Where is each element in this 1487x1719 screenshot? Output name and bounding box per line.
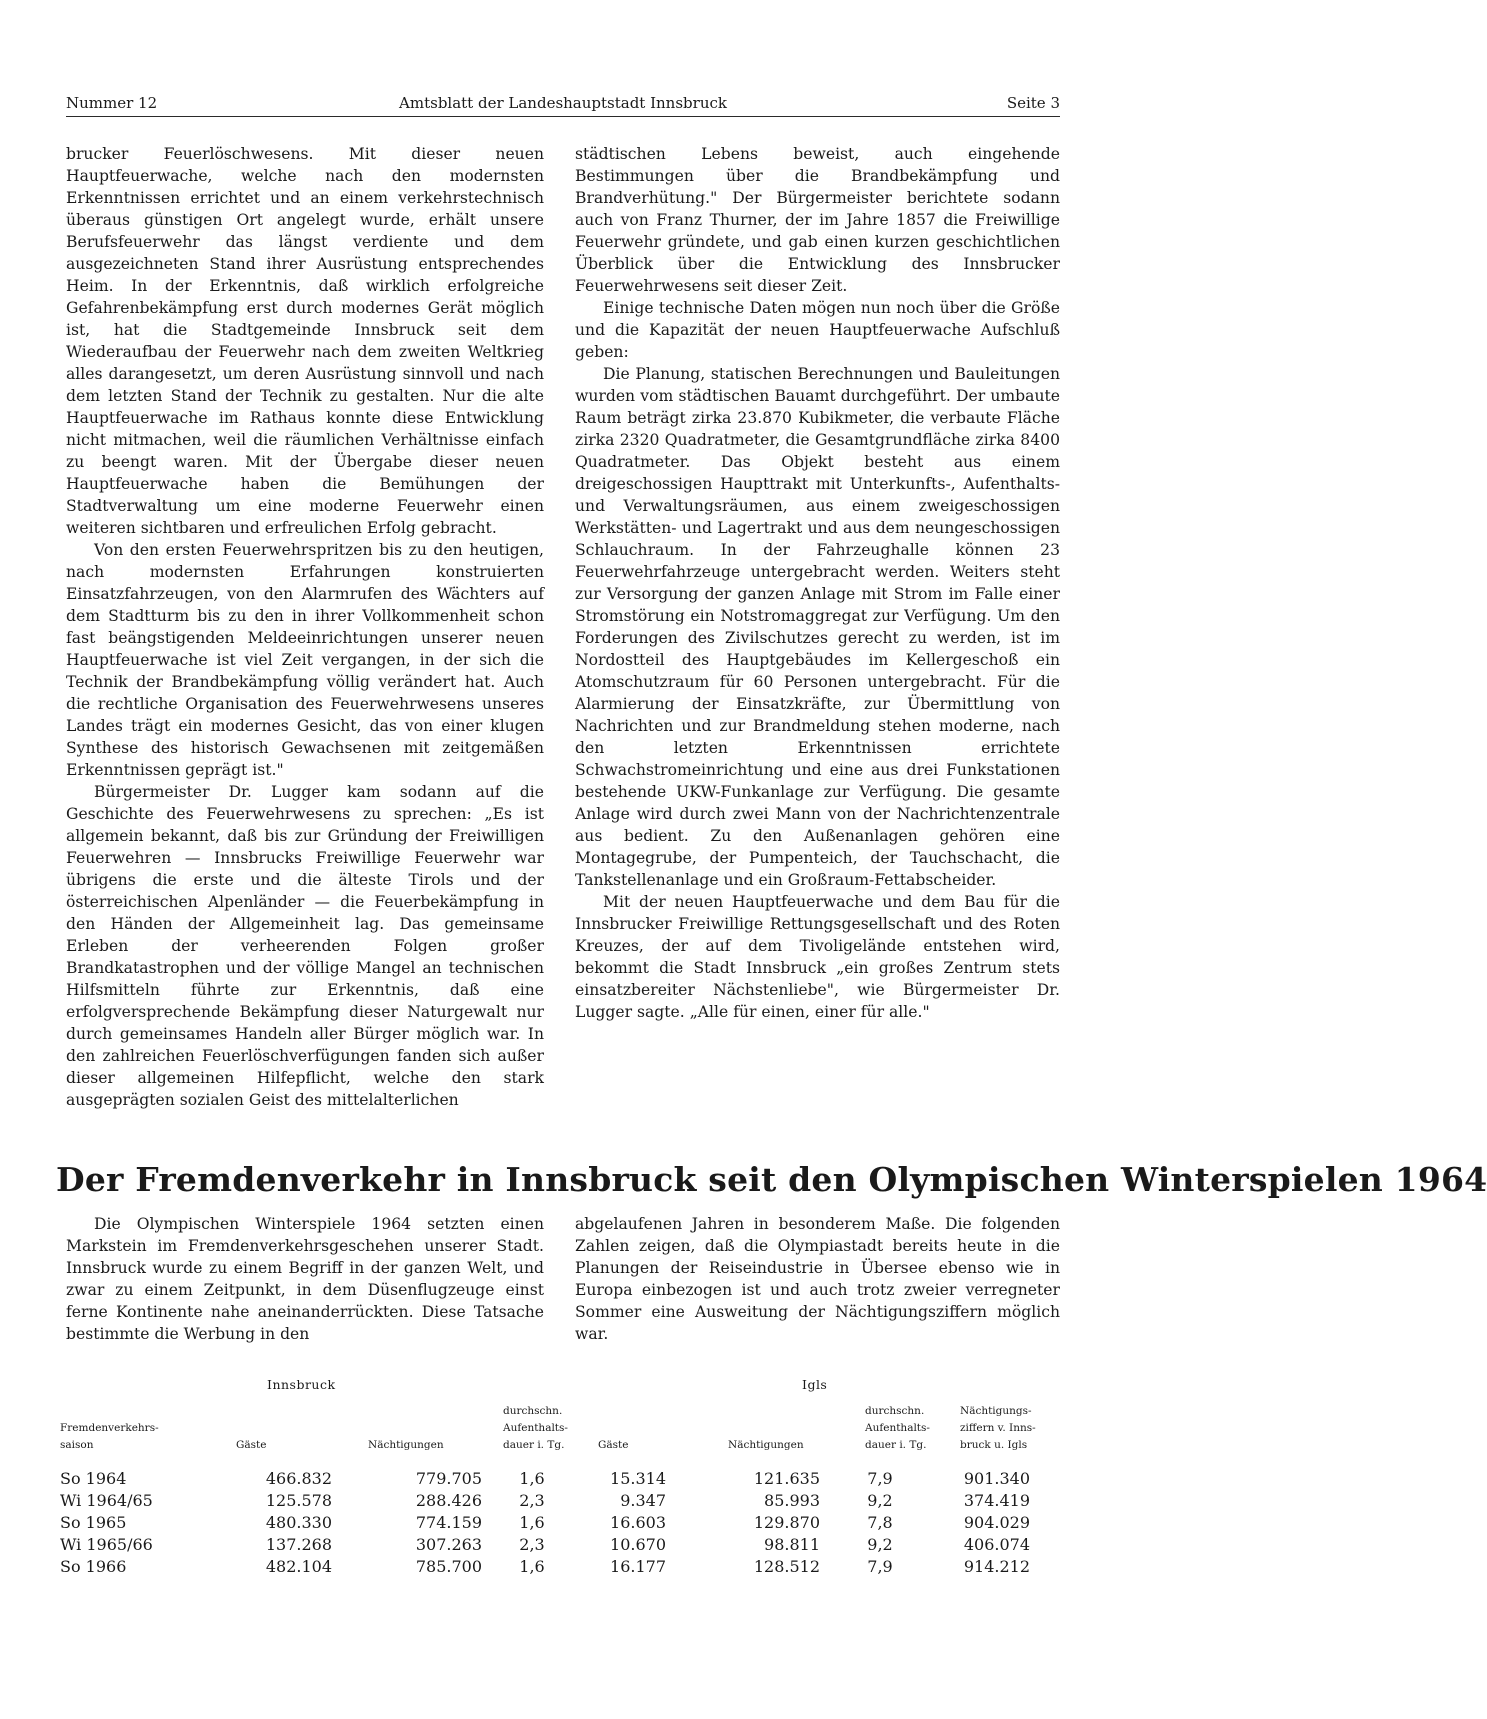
table-cell: 15.314: [610, 1469, 666, 1488]
paragraph: brucker Feuerlöschwesens. Mit dieser neuen Hauptfeuerwache, welche nach den modernsten Erkenntnissen errichtet und an einem verkehrstechnisch überaus günstigen Ort angelegt wurde, erhält unsere Berufsfeuerwehr das längst verdiente und dem ausgezeichneten Stand ihrer Ausrüstung entsprechendes Heim. In der Erkenntnis, daß wirklich erfolgreiche Gefahrenbekämpfung erst durch modernes Gerät möglich ist, hat die Stadtgemeinde Innsbruck seit dem Wiederaufbau der Feuerwehr nach dem zweiten Weltkrieg alles darangesetzt, um deren Ausrüstung sinnvoll und nach dem letzten Stand der Technik zu gestalten. Nur die alte Hauptfeuerwache im Rathaus konnte diese Entwicklung nicht mitmachen, weil die räumlichen Verhältnisse einfach zu beengt waren. Mit der Übergabe dieser neuen Hauptfeuerwache haben die Bemühungen der Stadtverwaltung um eine moderne Feuerwehr einen weiteren sichtbaren und erfreulichen Erfolg gebracht.: [66, 145, 544, 537]
table-cell: So 1964: [60, 1469, 127, 1488]
table-cell: 466.832: [265, 1469, 332, 1488]
column-header-stay: durchschn. Aufenthalts- dauer i. Tg.: [503, 1405, 568, 1451]
statistics-table: [60, 1377, 1065, 1577]
table-cell: 1,6: [519, 1513, 545, 1532]
column-header-stay-igls: durchschn. Aufenthalts- dauer i. Tg.: [865, 1405, 930, 1451]
table-row: [60, 1557, 1065, 1581]
table-row: [60, 1513, 1065, 1537]
column-header-nights: Nächtigungen: [368, 1439, 444, 1451]
paragraph: Mit der neuen Hauptfeuerwache und dem Bau für die Innsbrucker Freiwillige Rettungsgesellschaft und des Roten Kreuzes, der auf dem Tivoligelände entstehen wird, bekommt die Stadt Innsbruck „ein großes Zentrum stets einsatzbereiter Nächstenliebe", wie Bürgermeister Dr. Lugger sagte. „Alle für einen, einer für alle.": [575, 893, 1060, 1021]
issue-number: Nummer 12: [66, 94, 158, 112]
paragraph: Die Olympischen Winterspiele 1964 setzten einen Markstein im Fremdenverkehrsgeschehen unserer Stadt. Innsbruck wurde zu einem Begriff in der ganzen Welt, und zwar zu einem Zeitpunkt, in dem Düsenflugzeuge einst ferne Kontinente nahe aneinanderrückten. Diese Tatsache bestimmte die Werbung in den: [66, 1215, 544, 1343]
paragraph: Bürgermeister Dr. Lugger kam sodann auf die Geschichte des Feuerwehrwesens zu sprechen: „Es ist allgemein bekannt, daß bis zur Gründung der Freiwilligen Feuerwehren — Innsbrucks Freiwillige Feuerwehr war übrigens die erste und die älteste Tirols und der österreichischen Alpenländer — die Feuerbekämpfung in den Händen der Allgemeinheit lag. Das gemeinsame Erleben der verheerenden Folgen großer Brandkatastrophen und der völlige Mangel an technischen Hilfsmitteln führte zur Erkenntnis, daß eine erfolgversprechende Bekämpfung dieser Naturgewalt nur durch gemeinsames Handeln aller Bürger möglich war. In den zahlreichen Feuerlöschverfügungen fanden sich außer dieser allgemeinen Hilfepflicht, welche den stark ausgeprägten sozialen Geist des mittelalterlichen: [66, 783, 544, 1109]
table-cell: 1,6: [519, 1469, 545, 1488]
column-header-nights-igls: Nächtigungen: [728, 1439, 804, 1451]
table-cell: 774.159: [415, 1513, 482, 1532]
table-row: [60, 1535, 1065, 1559]
table-cell: 482.104: [265, 1557, 332, 1576]
table-cell: 406.074: [963, 1535, 1030, 1554]
table-cell: 914.212: [963, 1557, 1030, 1576]
intro-column-right: [575, 1213, 1060, 1345]
table-cell: 129.870: [753, 1513, 820, 1532]
column-header-guests: Gäste: [236, 1439, 267, 1451]
table-cell: 785.700: [415, 1557, 482, 1576]
intro-column-left: [66, 1213, 544, 1345]
table-cell: 10.670: [610, 1535, 666, 1554]
paragraph: abgelaufenen Jahren in besonderem Maße. Die folgenden Zahlen zeigen, daß die Olympiastadt bereits heute in die Planungen der Reiseindustrie in Übersee ebenso wie in Europa einbezogen ist und auch trotz zweier verregneter Sommer eine Ausweitung der Nächtigungsziffern möglich war.: [575, 1215, 1060, 1343]
table-cell: 128.512: [753, 1557, 820, 1576]
table-cell: 7,9: [867, 1557, 893, 1576]
table-cell: 121.635: [753, 1469, 820, 1488]
table-cell: 7,9: [867, 1469, 893, 1488]
table-row: [60, 1469, 1065, 1493]
table-cell: So 1965: [60, 1513, 127, 1532]
table-cell: 1,6: [519, 1557, 545, 1576]
table-cell: 9.347: [620, 1491, 666, 1510]
table-cell: 9,2: [867, 1535, 893, 1554]
table-cell: 98.811: [764, 1535, 820, 1554]
table-row: [60, 1491, 1065, 1515]
table-cell: 85.993: [764, 1491, 820, 1510]
paragraph: städtischen Lebens beweist, auch eingehende Bestimmungen über die Brandbekämpfung und Brandverhütung." Der Bürgermeister berichtete sodann auch von Franz Thurner, der im Jahre 1857 die Freiwillige Feuerwehr gründete, und gab einen kurzen geschichtlichen Überblick über die Entwicklung des Innsbrucker Feuerwehrwesens seit dieser Zeit.: [575, 145, 1060, 295]
table-cell: 904.029: [963, 1513, 1030, 1532]
group-header-innsbruck: Innsbruck: [267, 1377, 336, 1392]
column-header-guests-igls: Gäste: [598, 1439, 629, 1451]
table-cell: 288.426: [415, 1491, 482, 1510]
table-cell: 901.340: [963, 1469, 1030, 1488]
article-title: Der Fremdenverkehr in Innsbruck seit den Olympischen Winterspielen 1964: [56, 1160, 1487, 1199]
paragraph: Von den ersten Feuerwehrspritzen bis zu den heutigen, nach modernsten Erfahrungen konstruierten Einsatzfahrzeugen, von den Alarmrufen des Wächters auf dem Stadtturm bis zu den in ihrer Vollkommenheit schon fast beängstigenden Meldeeinrichtungen unserer neuen Hauptfeuerwache ist viel Zeit vergangen, in der sich die Technik der Brandbekämpfung völlig verändert hat. Auch die rechtliche Organisation des Feuerwehrwesens unseres Landes trägt ein modernes Gesicht, das von einer klugen Synthese des historisch Gewachsenen mit zeitgemäßen Erkenntnissen geprägt ist.": [66, 541, 544, 779]
paragraph: Einige technische Daten mögen nun noch über die Größe und die Kapazität der neuen Hauptfeuerwache Aufschluß geben:: [575, 299, 1060, 361]
publication-title: Amtsblatt der Landeshauptstadt Innsbruck: [399, 94, 727, 112]
table-cell: 2,3: [519, 1535, 545, 1554]
table-cell: 480.330: [265, 1513, 332, 1532]
table-cell: 16.603: [610, 1513, 666, 1532]
paragraph: Die Planung, statischen Berechnungen und Bauleitungen wurden vom städtischen Bauamt durchgeführt. Der umbaute Raum beträgt zirka 23.870 Kubikmeter, die verbaute Fläche zirka 2320 Quadratmeter, die Gesamtgrundfläche zirka 8400 Quadratmeter. Das Objekt besteht aus einem dreigeschossigen Haupttrakt mit Unterkunfts-, Aufenthalts- und Verwaltungsräumen, aus einem zweigeschossigen Werkstätten- und Lagertrakt und aus dem neungeschossigen Schlauchraum. In der Fahrzeughalle können 23 Feuerwehrfahrzeuge untergebracht werden. Weiters steht zur Versorgung der ganzen Anlage mit Strom im Falle einer Stromstörung ein Notstromaggregat zur Verfügung. Um den Forderungen des Zivilschutzes gerecht zu werden, ist im Nordostteil des Hauptgebäudes im Kellergeschoß ein Atomschutzraum für 60 Personen untergebracht. Für die Alarmierung der Einsatzkräfte, zur Übermittlung von Nachrichten und zur Brandmeldung stehen moderne, nach den letzten Erkenntnissen errichtete Schwachstromeinrichtung und eine aus drei Funkstationen bestehende UKW-Funkanlage zur Verfügung. Die gesamte Anlage wird durch zwei Mann von der Nachrichtenzentrale aus bedient. Zu den Außenanlagen gehören eine Montagegrube, der Pumpenteich, der Tauchschacht, die Tankstellenanlage und ein Großraum-Fettabscheider.: [575, 365, 1060, 889]
table-cell: 137.268: [265, 1535, 332, 1554]
table-cell: 9,2: [867, 1491, 893, 1510]
page-number: Seite 3: [1006, 94, 1060, 112]
table-cell: 125.578: [265, 1491, 332, 1510]
table-cell: 307.263: [415, 1535, 482, 1554]
column-header-season: Fremdenverkehrs- saison: [60, 1422, 159, 1451]
article-column-left: [66, 143, 544, 1111]
table-cell: So 1966: [60, 1557, 127, 1576]
article-column-right: [575, 143, 1060, 1023]
table-cell: Wi 1965/66: [60, 1535, 153, 1554]
table-cell: 2,3: [519, 1491, 545, 1510]
group-header-igls: Igls: [802, 1377, 828, 1392]
column-header-total: Nächtigungs- ziffern v. Inns- bruck u. Igls: [960, 1405, 1036, 1451]
table-cell: 779.705: [415, 1469, 482, 1488]
table-cell: 7,8: [867, 1513, 893, 1532]
table-cell: 374.419: [963, 1491, 1030, 1510]
page-header: [66, 92, 1060, 117]
table-cell: 16.177: [610, 1557, 666, 1576]
table-cell: Wi 1964/65: [60, 1491, 153, 1510]
